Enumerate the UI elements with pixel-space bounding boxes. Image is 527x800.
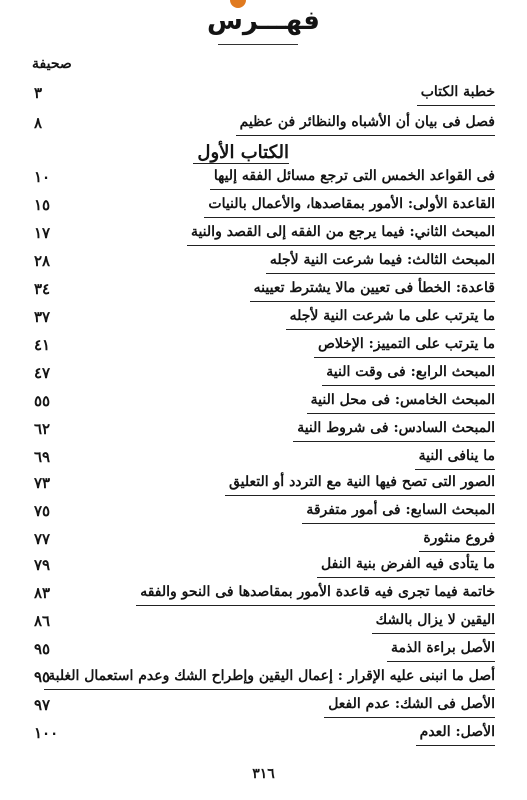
index-entry <box>0 474 527 498</box>
section-heading-text: الكتاب الأول <box>197 142 289 163</box>
entry-underline <box>324 717 495 718</box>
entry-title: ما ينافى النية <box>418 448 495 464</box>
index-entry <box>0 364 527 388</box>
index-entry <box>0 696 527 720</box>
entry-title: قاعدة: الخطأ فى تعيين مالا يشترط تعيينه <box>253 280 495 296</box>
entry-title: الأصل: العدم <box>419 724 495 740</box>
entry-underline <box>417 105 495 106</box>
entry-title: المبحث الثاني: فيما يرجع من الفقه إلى القصد والنية <box>190 224 495 240</box>
index-entry <box>0 640 527 664</box>
entry-title: ما يترتب على التمييز: الإخلاص <box>317 336 495 352</box>
entry-underline <box>302 523 495 524</box>
entry-page-number: ٣٧ <box>34 308 51 326</box>
entry-title: المبحث الخامس: فى محل النية <box>310 392 495 408</box>
entry-underline <box>322 385 495 386</box>
entry-underline <box>44 689 495 690</box>
entry-underline <box>204 217 495 218</box>
page-title: فهـــرس <box>207 6 320 36</box>
entry-underline <box>266 273 495 274</box>
index-entry <box>0 502 527 526</box>
entry-page-number: ٤٧ <box>34 364 51 382</box>
entry-title: خطبة الكتاب <box>420 84 495 100</box>
index-entry <box>0 224 527 248</box>
entry-underline <box>236 135 495 136</box>
entry-page-number: ٢٨ <box>34 252 51 270</box>
entry-title: فى القواعد الخمس التى ترجع مسائل الفقه إليها <box>213 168 495 184</box>
entry-page-number: ٧٣ <box>34 474 51 492</box>
entry-page-number: ٩٥ <box>34 640 51 658</box>
entry-page-number: ٤١ <box>34 336 51 354</box>
entry-page-number: ٧٧ <box>34 530 51 548</box>
entry-underline <box>225 495 495 496</box>
entry-page-number: ٨ <box>34 114 43 132</box>
index-entry <box>0 84 527 108</box>
entry-page-number: ٩٧ <box>34 696 51 714</box>
title-underline <box>218 44 298 45</box>
entry-page-number: ٧٩ <box>34 556 51 574</box>
entry-title: فروع منثورة <box>423 530 495 546</box>
entry-page-number: ٧٥ <box>34 502 51 520</box>
entry-page-number: ٨٦ <box>34 612 51 630</box>
entry-page-number: ١٠ <box>34 168 51 186</box>
entry-page-number: ٦٢ <box>34 420 51 438</box>
entry-underline <box>419 551 495 552</box>
index-entry <box>0 724 527 748</box>
page-number: ٣١٦ <box>252 766 275 782</box>
page-column-header: صحيفة <box>32 56 72 72</box>
entry-title: الصور التى تصح فيها النية مع التردد أو التعليق <box>229 474 495 490</box>
entry-underline <box>314 357 495 358</box>
entry-underline <box>193 163 289 164</box>
entry-underline <box>372 633 495 634</box>
entry-page-number: ١٠٠ <box>34 724 59 742</box>
entry-page-number: ١٧ <box>34 224 51 242</box>
entry-title: فصل فى بيان أن الأشباه والنظائر فن عظيم <box>239 114 495 130</box>
entry-underline <box>210 189 495 190</box>
entry-underline <box>415 469 495 470</box>
entry-underline <box>136 605 495 606</box>
entry-underline <box>250 301 495 302</box>
entry-title: ما يتأدى فيه الفرض بنية النفل <box>321 556 495 572</box>
entry-title: الأصل فى الشك: عدم الفعل <box>328 696 495 712</box>
entry-underline <box>307 413 495 414</box>
entry-underline <box>416 745 495 746</box>
entry-page-number: ٦٩ <box>34 448 51 466</box>
index-entry <box>0 668 527 692</box>
index-entry <box>0 308 527 332</box>
index-entry <box>0 168 527 192</box>
entry-underline <box>387 661 495 662</box>
entry-page-number: ٨٣ <box>34 584 51 602</box>
entry-page-number: ٣٤ <box>34 280 51 298</box>
index-entry <box>0 336 527 360</box>
entry-title: المبحث السادس: فى شروط النية <box>297 420 495 436</box>
entry-title: خاتمة فيما تجرى فيه قاعدة الأمور بمقاصدها فى النحو والفقه <box>140 584 495 600</box>
entry-underline <box>187 245 495 246</box>
entry-page-number: ٩٥ <box>34 668 51 686</box>
entry-title: المبحث الثالث: فيما شرعت النية لأجله <box>269 252 495 268</box>
entry-title: أصل ما انبنى عليه الإقرار : إعمال اليقين وإطراح الشك وعدم استعمال الغلبة <box>48 668 495 684</box>
entry-page-number: ٣ <box>34 84 43 102</box>
index-entry <box>0 612 527 636</box>
index-entry <box>0 196 527 220</box>
index-entry <box>0 530 527 554</box>
index-entry <box>0 280 527 304</box>
index-entry <box>0 420 527 444</box>
entry-title: القاعدة الأولى: الأمور بمقاصدها، والأعمال بالنيات <box>208 196 495 212</box>
section-heading <box>0 142 527 166</box>
index-entry <box>0 556 527 580</box>
entry-title: اليقين لا يزال بالشك <box>375 612 495 628</box>
entry-underline <box>293 441 495 442</box>
entry-title: المبحث السابع: فى أمور متفرقة <box>306 502 495 518</box>
entry-title: ما يترتب على ما شرعت النية لأجله <box>289 308 495 324</box>
entry-underline <box>317 577 495 578</box>
index-entry <box>0 584 527 608</box>
entry-page-number: ١٥ <box>34 196 51 214</box>
entry-title: المبحث الرابع: فى وقت النية <box>326 364 495 380</box>
index-entry <box>0 392 527 416</box>
index-entry <box>0 252 527 276</box>
entry-underline <box>286 329 495 330</box>
entry-title: الأصل براءة الذمة <box>390 640 495 656</box>
index-entry <box>0 448 527 472</box>
entry-page-number: ٥٥ <box>34 392 51 410</box>
index-entry <box>0 114 527 138</box>
